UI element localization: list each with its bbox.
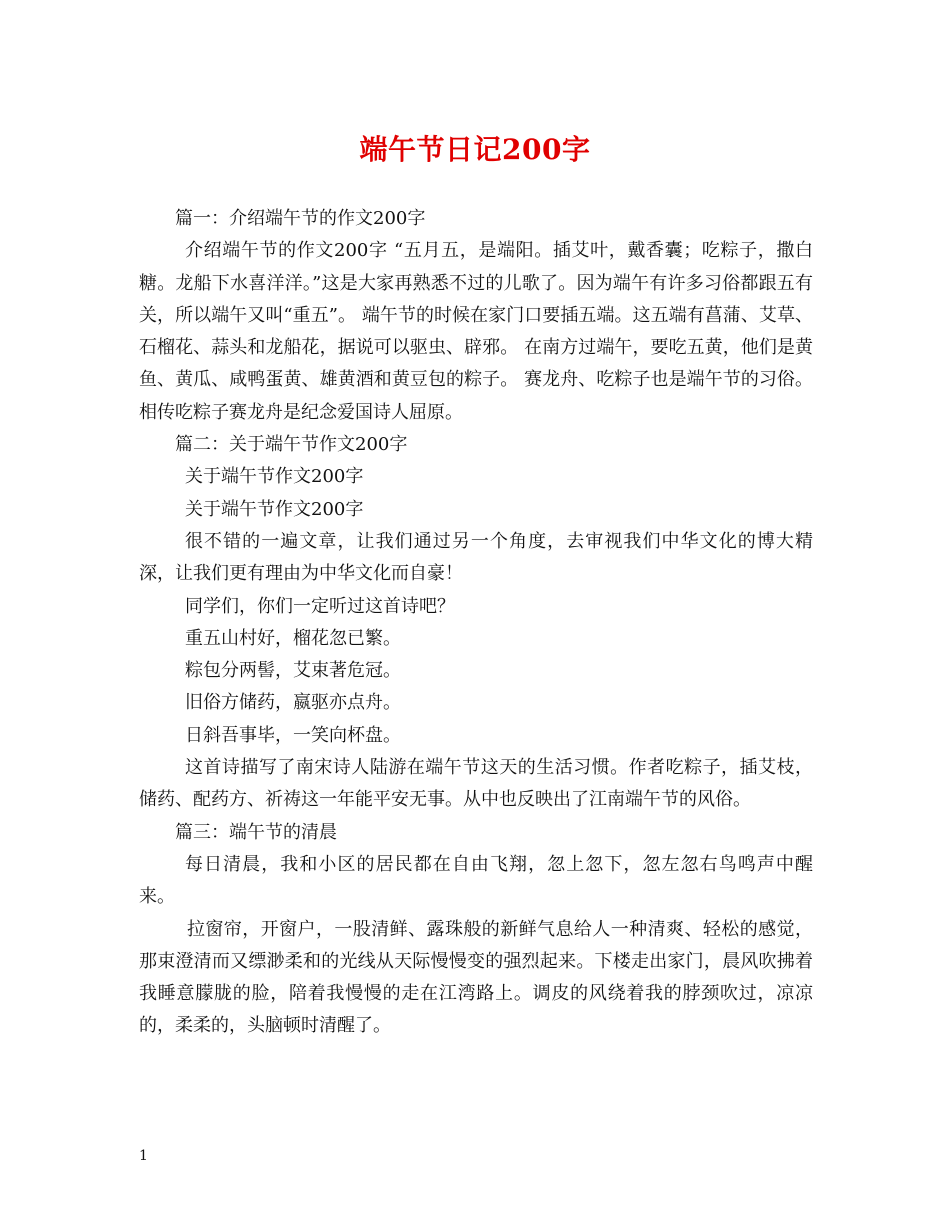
paragraph: 这首诗描写了南宋诗人陆游在端午节这天的生活习惯。作者吃粽子，插艾枝，储药、配药方、祈祷这一年能平安无事。从中也反映出了江南端午节的风俗。	[139, 757, 813, 811]
section-heading: 篇二：关于端午节作文200字	[175, 434, 408, 456]
paragraph: 同学们，你们一定听过这首诗吧？	[185, 595, 455, 617]
paragraph: 介绍端午节的作文200字 “五月五，是端阳。插艾叶，戴香囊；吃粽子，撒白糖。龙船下水喜洋洋。”这是大家再熟悉不过的儿歌了。因为端午有许多习俗都跟五有关，所以端午又叫“重五”。 端午节的时候在家门口要插五端。这五端有菖蒲、艾草、石榴花、蒜头和龙船花，据说可以驱虫、辟邪。 在南方过端午，要吃五黄，他们是黄鱼、黄瓜、咸鸭蛋黄、雄黄酒和黄豆包的粽子。 赛龙舟、吃粽子也是端午节的习俗。相传吃粽子赛龙舟是纪念爱国诗人屈原。	[139, 240, 813, 423]
paragraph: 粽包分两髻，艾束著危冠。	[185, 660, 401, 682]
paragraph: 很不错的一遍文章，让我们通过另一个角度，去审视我们中华文化的博大精深，让我们更有理由为中华文化而自豪！	[139, 530, 813, 585]
page-number: 1	[139, 1148, 148, 1164]
paragraph: 拉窗帘，开窗户，一股清鲜、露珠般的新鲜气息给人一种清爽、轻松的感觉，那束澄清而又缥渺柔和的光线从天际慢慢变的强烈起来。下楼走出家门，晨风吹拂着我睡意朦胧的脸，陪着我慢慢的走在江湾路上。调皮的风绕着我的脖颈吹过，凉凉的，柔柔的，头脑顿时清醒了。	[139, 918, 813, 1037]
paragraph: 重五山村好，榴花忽已繁。	[185, 627, 401, 649]
paragraph: 每日清晨，我和小区的居民都在自由飞翔，忽上忽下，忽左忽右鸟鸣声中醒来。	[139, 853, 813, 908]
paragraph: 旧俗方储药，嬴驱亦点舟。	[185, 692, 401, 714]
paragraph: 日斜吾事毕，一笑向杯盘。	[185, 724, 401, 746]
paragraph: 关于端午节作文200字	[185, 498, 364, 520]
document-body	[139, 203, 813, 1043]
section-heading: 篇三：端午节的清晨	[175, 821, 337, 843]
paragraph: 关于端午节作文200字	[185, 466, 364, 488]
document-title: 端午节日记200字	[359, 133, 591, 166]
section-heading: 篇一：介绍端午节的作文200字	[175, 208, 426, 229]
